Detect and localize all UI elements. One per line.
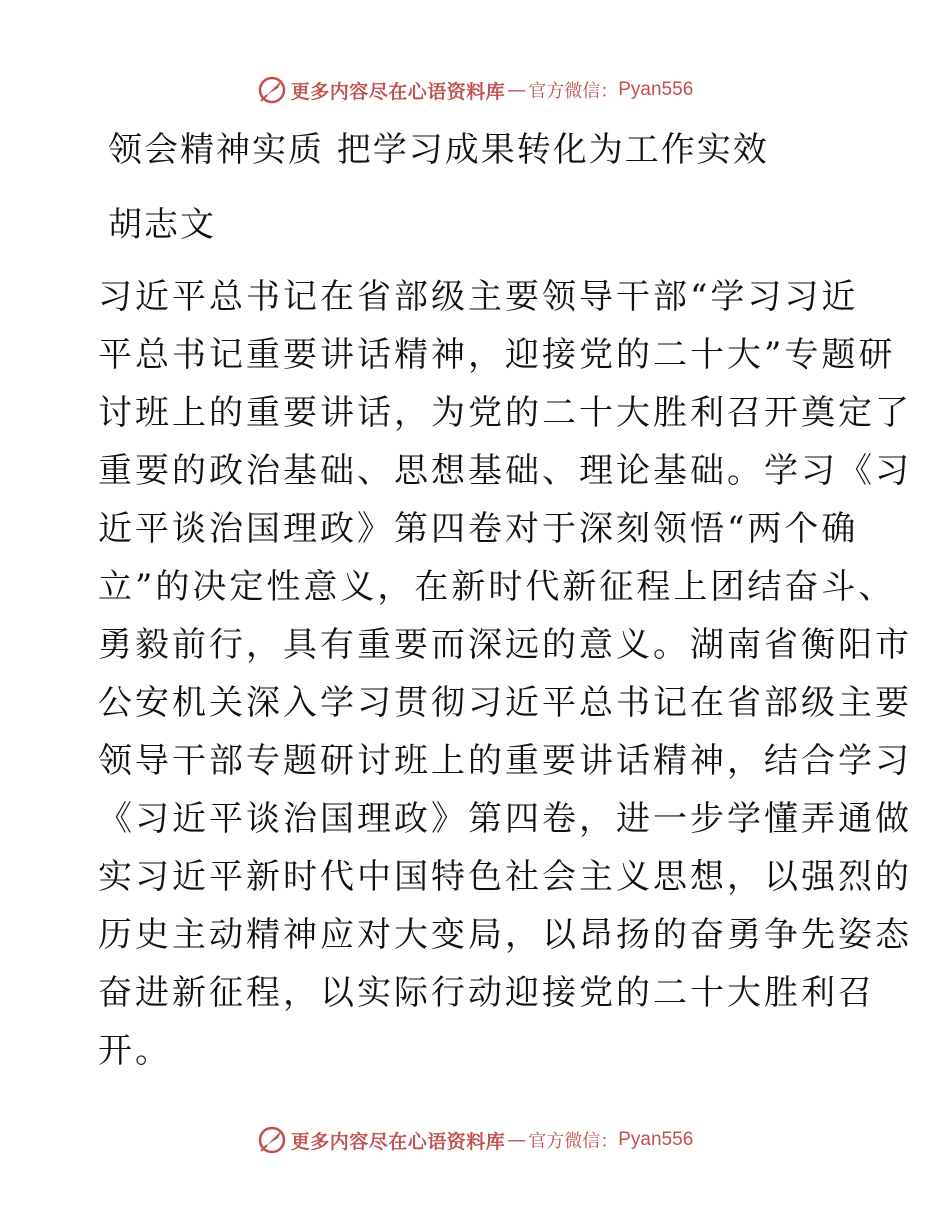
- body-line: 立”的决定性意义，在新时代新征程上团结奋斗、: [98, 567, 896, 607]
- body-line: 近平谈治国理政》第四卷对于深刻领悟“两个确: [98, 509, 859, 549]
- article-body: [98, 268, 912, 1080]
- body-line: 重要的政治基础、思想基础、理论基础。学习《习: [98, 451, 912, 491]
- banner-wechat-label: 官方微信：: [528, 1131, 619, 1152]
- article-author: 胡志文: [108, 205, 216, 245]
- banner-wechat-handle: Pyan556: [618, 1129, 694, 1150]
- body-line: 讨班上的重要讲话，为党的二十大胜利召开奠定了: [98, 393, 912, 433]
- body-line: 习近平总书记在省部级主要领导干部“学习习近: [98, 277, 859, 317]
- body-line: 领导干部专题研讨班上的重要讲话精神，结合学习: [98, 741, 912, 781]
- quill-logo-icon: [257, 1125, 287, 1155]
- header-banner: [0, 70, 950, 110]
- article-title: 领会精神实质 把学习成果转化为工作实效: [108, 130, 769, 170]
- body-line: 平总书记重要讲话精神，迎接党的二十大”专题研: [98, 335, 896, 375]
- banner-separator: —: [507, 79, 527, 101]
- banner-site-name: 更多内容尽在心语资料库: [290, 1130, 506, 1153]
- body-line: 历史主动精神应对大变局，以昂扬的奋勇争先姿态: [98, 915, 912, 955]
- body-line: 公安机关深入学习贯彻习近平总书记在省部级主要: [98, 683, 912, 723]
- body-line: 勇毅前行，具有重要而深远的意义。湖南省衡阳市: [98, 625, 912, 665]
- body-line: 实习近平新时代中国特色社会主义思想，以强烈的: [98, 857, 912, 897]
- banner-site-name: 更多内容尽在心语资料库: [290, 80, 506, 103]
- body-line: 《习近平谈治国理政》第四卷，进一步学懂弄通做: [98, 799, 912, 839]
- banner-separator: —: [507, 1129, 527, 1151]
- footer-banner: [0, 1120, 950, 1160]
- body-line: 奋进新征程，以实际行动迎接党的二十大胜利召: [98, 973, 875, 1013]
- banner-wechat-label: 官方微信：: [528, 81, 619, 102]
- banner-wechat-handle: Pyan556: [618, 79, 694, 100]
- quill-logo-icon: [257, 75, 287, 105]
- body-line: 开。: [98, 1031, 172, 1071]
